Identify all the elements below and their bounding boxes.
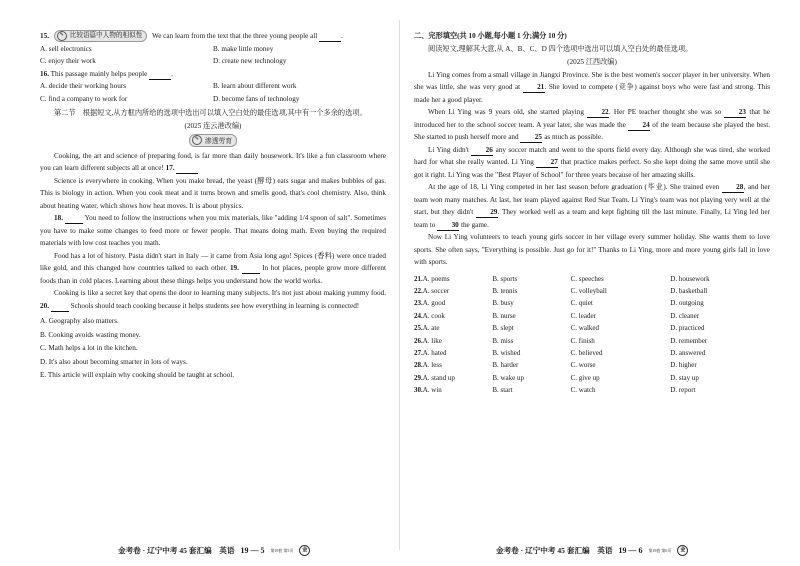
cloze-option[interactable]: C. walked [570,324,600,333]
cloze-blank-26[interactable]: 26 [471,145,493,156]
cloze-blank-24[interactable]: 24 [628,120,650,131]
section-instruction: 阅读短文,理解其大意,从 A、B、C、D 四个选项中选出可以填入空白处的最佳选项。 [428,45,693,53]
tag-icon: ✎ [192,135,202,145]
cloze-option[interactable]: D. housework [670,274,710,283]
cloze-option[interactable]: C. leader [570,311,596,320]
option[interactable]: D. become fans of technology [213,94,300,103]
right-page [400,0,800,566]
cloze-option[interactable]: C. give up [570,373,600,382]
topic-tag: ✎ 渗透劳育 [189,134,237,147]
cloze-option[interactable]: B. start [492,386,513,395]
choice-item[interactable]: E. This article will explain why cooking should be taught at school. [40,371,235,379]
cloze-option-a[interactable]: 23.A. good [414,299,446,308]
cloze-blank-25[interactable]: 25 [520,132,542,143]
choice-item[interactable]: C. Math helps a lot in the kitchen. [40,344,138,352]
cloze-blank-30[interactable]: 30 [437,220,459,231]
cloze-option-a[interactable]: 27.A. hated [414,348,447,357]
answer-blank[interactable] [319,31,341,42]
answer-blank[interactable] [51,301,69,312]
page-footer: 金考卷 · 辽宁中考 45 套汇编 英语 19 — 5 第19套 第5页 金 [118,545,310,556]
cloze-option-a[interactable]: 21.A. poems [414,274,450,283]
cloze-blank-27[interactable]: 27 [536,157,558,168]
cloze-blank-29[interactable]: 29 [476,207,498,218]
answer-blank[interactable] [149,69,171,80]
option-row [40,43,386,56]
cloze-option[interactable]: C. watch [570,386,596,395]
cloze-option[interactable]: C. worse [570,361,596,370]
option-number: 27. [414,348,423,357]
cloze-option-a[interactable]: 28.A. less [414,361,442,370]
option-number: 22. [414,286,423,295]
cloze-option-a[interactable]: 26.A. like [414,336,442,345]
cloze-option[interactable]: D. higher [670,361,697,370]
cloze-option[interactable]: B. sports [492,274,518,283]
option-number: 30. [414,386,423,395]
cloze-blank-23[interactable]: 23 [724,107,746,118]
cloze-blank-28[interactable]: 28 [722,182,744,193]
option[interactable]: D. create new technology [213,57,287,65]
question-16: 16. This passage mainly helps people . [40,69,173,78]
tag-icon: ✎ [57,31,67,41]
cloze-option[interactable]: B. slept [492,324,514,333]
passage-paragraph: When Li Ying was 9 years old, she started playing 22. Her PE teacher thought she was so 23 that he introduced her to the school soccer team. A year later, she was made the 24 of the team because she played the best. She started to push herself more and 25 as much as possible. [414,108,771,141]
option[interactable]: B. learn about different work [213,82,297,90]
cloze-option[interactable]: B. busy [492,299,514,308]
skill-tag: ✎ 比较语篇中人物的相似性 [54,30,148,42]
option-number: 25. [414,324,423,333]
passage-paragraph: 18. You need to follow the instructions when you mix materials, like "adding 1/4 spoon of salt". Sometimes you have to make some changes to feed more or fewer people. That means doing math. Even buying the required materials with low cost teaches you math. [40,214,386,247]
cloze-option-a[interactable]: 24.A. cook [414,311,445,320]
page-number: 19 — 6 [618,546,643,555]
question-number: 15. [40,32,49,40]
passage-paragraph: Food has a lot of history. Pasta didn't start in Italy — it came from Asia long ago! Spices (香料) were once traded like gold, and this changed how countries talked to each other. 19. In hot places, people grow more different foods than in cold places. Learning about these things helps you understand how the world works. [40,251,387,285]
option-row [40,80,386,93]
cloze-option[interactable]: D. report [670,386,696,395]
cloze-option[interactable]: C. believed [570,348,603,357]
cloze-option-a[interactable]: 25.A. ate [414,324,440,333]
answer-blank[interactable] [65,213,83,224]
brand-logo-icon: 金 [677,545,688,556]
cloze-blank-21[interactable]: 21 [523,82,545,93]
cloze-option[interactable]: B. nurse [492,311,516,320]
section-title: 二、完形填空(共 10 小题,每小题 1 分;满分 10 分) [414,32,567,40]
brand-logo-icon: 金 [299,545,310,556]
option[interactable]: B. make little money [213,44,274,53]
cloze-option[interactable]: D. basketball [670,286,708,295]
option[interactable]: C. enjoy their work [40,57,96,65]
cloze-option[interactable]: B. wished [492,348,521,357]
choice-item[interactable]: B. Cooking avoids wasting money. [40,330,141,339]
cloze-option[interactable]: B. harder [492,361,519,370]
cloze-option[interactable]: B. miss [492,336,514,345]
option-row [40,93,386,106]
cloze-option[interactable]: C. speeches [570,274,604,283]
cloze-option[interactable]: D. remember [670,336,708,345]
cloze-option[interactable]: B. tennis [492,286,518,295]
passage-paragraph: Li Ying comes from a small village in Jiangxi Province. She is the best women's soccer player in her university. When she was little, she was very good at 21. She loved to compete (竞争) against boys who were fast and strong. This made her a good player. [414,70,771,104]
passage-paragraph: Li Ying didn't 26 any soccer match and went to the sports field every day. Although she was tired, she worked hard for what she really wanted. Li Ying 27 that practice makes perfect. So she kept doing the same move until she got it right. Li Ying was the "Best Player of School" for three years because of her amazing skills. [414,145,771,179]
answer-blank[interactable] [242,263,260,274]
source-label: (2025 江西改编) [567,57,617,66]
option-number: 21. [414,274,423,283]
option[interactable]: A. decide their working hours [40,82,127,90]
passage-paragraph: At the age of 18, Li Ying competed in her last season before graduation (毕业). She trained even 28, and her team won many matches. At last, her team played against Red Star Team. Li Ying's team was not playing very well at the start, but they didn't 29. They worked well as a team and kept fighting till the last minute. Finally, Li Ying led her team to 30 the game. [414,183,771,229]
cloze-option-a[interactable]: 29.A. stand up [414,373,455,382]
cloze-option[interactable]: D. stay up [670,373,699,382]
choice-item[interactable]: D. It's also about becoming smarter in lots of ways. [40,357,188,366]
passage-paragraph: Now Li Ying volunteers to teach young girls soccer in her village every summer holiday. She wants them to love sports. She often says, "Everything is possible. Just go for it!" Thanks to Li Ying, more and more young girls fall in love with sports. [414,233,770,266]
option-number: 23. [414,299,423,308]
source-label: (2025 连云港改编) [184,121,242,130]
page-number: 19 — 5 [240,546,265,555]
passage-paragraph: Cooking is like a secret key that opens the door to learning many subjects. It's not just about making yummy food. 20. Schools should teach cooking because it helps students see how everything in learning is connected! [40,289,386,310]
cloze-option[interactable]: D. outgoing [670,299,704,308]
cloze-option[interactable]: C. finish [570,336,595,345]
option-row [40,55,386,68]
option[interactable]: C. find a company to work for [40,94,128,103]
option[interactable]: A. sell electronics [40,44,92,53]
answer-blank[interactable] [176,163,198,174]
cloze-blank-22[interactable]: 22 [587,107,609,118]
cloze-option[interactable]: B. wake up [492,373,525,382]
passage-paragraph: Science is everywhere in cooking. When you make bread, the yeast (酵母) eats sugar and makes bubbles of gas. This is biology in action. When you cook meat and it turns brown and smells good, that's cool chemistry. Also, think about heating water, which shows how heat moves. It is about physics. [40,176,386,210]
choice-list [40,315,386,383]
cloze-option-a[interactable]: 30.A. win [414,386,442,395]
cloze-option[interactable]: D. cleaner [670,311,700,320]
option-number: 26. [414,336,423,345]
cloze-options [414,273,770,397]
passage-paragraph: Cooking, the art and science of preparing food, is far more than daily housework. It's like a fun classroom where you can learn different subjects all at once! 17. [40,151,386,172]
choice-item[interactable]: A. Geography also matters. [40,317,119,325]
cloze-option[interactable]: C. volleyball [570,286,607,295]
option-number: 29. [414,373,423,382]
question-15: 15. ✎ 比较语篇中人物的相似性 We can learn from the text that the three young people all . [40,30,386,43]
cloze-option-a[interactable]: 22.A. soccer [414,286,450,295]
page-footer: 金考卷 · 辽宁中考 45 套汇编 英语 19 — 6 第19套 第6页 金 [496,545,688,556]
option-number: 24. [414,311,423,320]
option-number: 28. [414,361,423,370]
cloze-option[interactable]: D. answered [670,348,706,357]
cloze-option[interactable]: C. quiet [570,299,593,308]
cloze-option[interactable]: D. practiced [670,324,705,333]
section-instruction: 第二节 根据短文,从方框内所给的选项中选出可以填入空白处的最佳选项,其中有一个多余的选项。 [54,109,367,117]
topic-tag-row [40,134,386,147]
